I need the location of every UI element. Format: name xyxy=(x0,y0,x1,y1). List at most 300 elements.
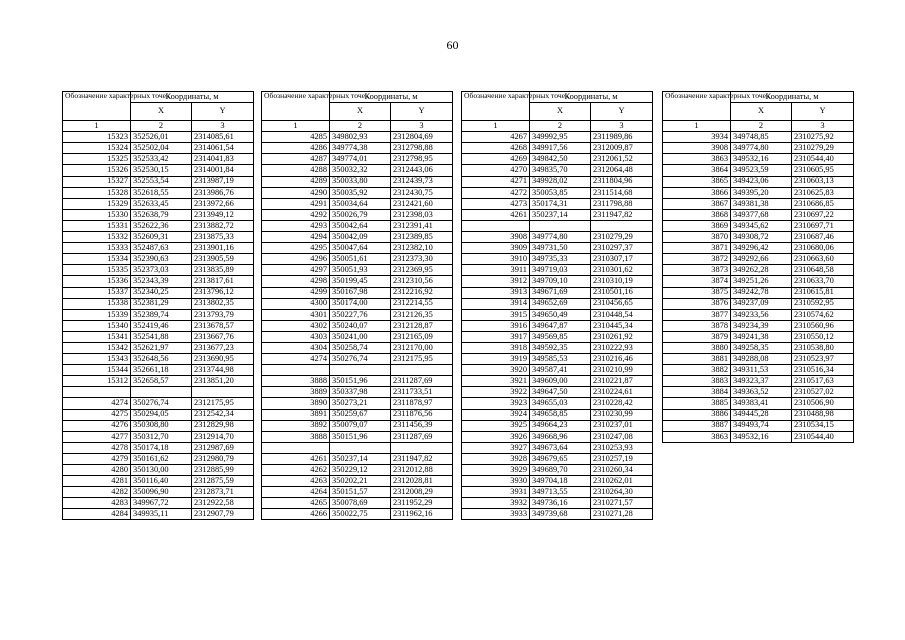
x-coordinate-cell: 352609,31 xyxy=(131,232,192,243)
table-row xyxy=(663,354,854,365)
point-id-cell: 3925 xyxy=(462,420,530,431)
table-row xyxy=(462,431,653,442)
point-id-cell: 3864 xyxy=(663,165,731,176)
table-row xyxy=(63,254,254,265)
y-coordinate-cell: 2312382,10 xyxy=(391,243,453,254)
x-coordinate-cell: 349523,59 xyxy=(731,165,792,176)
y-coordinate-cell: 2310501,16 xyxy=(591,287,653,298)
x-coordinate-cell: 352533,42 xyxy=(131,154,192,165)
x-coordinate-cell: 352553,54 xyxy=(131,176,192,187)
y-coordinate-cell: 2313802,35 xyxy=(192,298,254,309)
table-row xyxy=(462,409,653,420)
table-row xyxy=(462,265,653,276)
x-coordinate-cell: 349719,03 xyxy=(530,265,591,276)
table-row xyxy=(262,254,453,265)
table-row xyxy=(262,298,453,309)
point-id-cell: 15331 xyxy=(63,220,131,231)
x-coordinate-cell: 350034,64 xyxy=(330,198,391,209)
x-coordinate-cell: 349842,50 xyxy=(530,154,591,165)
table-row xyxy=(663,287,854,298)
point-id-cell: 3863 xyxy=(663,154,731,165)
point-id-cell: 15333 xyxy=(63,243,131,254)
point-id-cell: 4272 xyxy=(462,187,530,198)
table-row xyxy=(262,198,453,209)
table-row xyxy=(262,453,453,464)
y-coordinate-cell: 2313678,57 xyxy=(192,320,254,331)
x-coordinate-cell: 350237,14 xyxy=(330,453,391,464)
table-row xyxy=(262,331,453,342)
point-id-cell: 3876 xyxy=(663,298,731,309)
coordinates-table-4 xyxy=(662,91,854,443)
x-coordinate-cell: 352541,88 xyxy=(131,331,192,342)
x-coordinate-cell: 349748,85 xyxy=(731,132,792,143)
table-row xyxy=(262,287,453,298)
table-row xyxy=(663,187,854,198)
column-header-y: Y xyxy=(591,103,653,121)
table-row xyxy=(63,243,254,254)
y-coordinate-cell: 2310663,60 xyxy=(792,254,854,265)
point-id-cell: 3932 xyxy=(462,498,530,509)
y-coordinate-cell: 2312214,55 xyxy=(391,298,453,309)
point-id-cell: 3920 xyxy=(462,365,530,376)
point-id-cell xyxy=(462,220,530,231)
column-header-x: X xyxy=(330,103,391,121)
y-coordinate-cell: 2310625,83 xyxy=(792,187,854,198)
table-row xyxy=(462,387,653,398)
table-row xyxy=(262,487,453,498)
point-id-cell: 4293 xyxy=(262,220,330,231)
point-id-cell: 4301 xyxy=(262,309,330,320)
x-coordinate-cell: 352633,45 xyxy=(131,198,192,209)
point-id-cell: 4296 xyxy=(262,254,330,265)
point-id-cell: 4273 xyxy=(462,198,530,209)
y-coordinate-cell: 2311798,88 xyxy=(591,198,653,209)
x-coordinate-cell: 349774,80 xyxy=(731,143,792,154)
point-id-cell: 4267 xyxy=(462,132,530,143)
point-id-cell: 4285 xyxy=(262,132,330,143)
point-id-cell xyxy=(262,442,330,453)
y-coordinate-cell: 2312128,87 xyxy=(391,320,453,331)
point-id-cell: 3908 xyxy=(663,143,731,154)
table-row xyxy=(663,165,854,176)
y-coordinate-cell: 2312430,75 xyxy=(391,187,453,198)
table-row xyxy=(63,309,254,320)
x-coordinate-cell: 350258,74 xyxy=(330,342,391,353)
y-coordinate-cell: 2310516,34 xyxy=(792,365,854,376)
y-coordinate-cell: 2310592,95 xyxy=(792,298,854,309)
point-id-cell: 3924 xyxy=(462,409,530,420)
x-coordinate-cell: 349935,11 xyxy=(131,509,192,520)
point-id-cell: 15342 xyxy=(63,342,131,353)
point-id-cell: 15335 xyxy=(63,265,131,276)
y-coordinate-cell: 2310648,58 xyxy=(792,265,854,276)
x-coordinate-cell: 352343,39 xyxy=(131,276,192,287)
table-row xyxy=(462,287,653,298)
x-coordinate-cell: 349493,74 xyxy=(731,420,792,431)
point-id-cell: 4290 xyxy=(262,187,330,198)
table-row xyxy=(262,465,453,476)
y-coordinate-cell: 2312369,95 xyxy=(391,265,453,276)
point-id-cell: 15334 xyxy=(63,254,131,265)
x-coordinate-cell: 349532,16 xyxy=(731,154,792,165)
x-coordinate-cell: 349835,70 xyxy=(530,165,591,176)
point-id-cell: 3888 xyxy=(262,431,330,442)
point-id-cell: 4283 xyxy=(63,498,131,509)
table-row xyxy=(462,143,653,154)
point-id-cell: 15339 xyxy=(63,309,131,320)
x-coordinate-cell: 350130,00 xyxy=(131,465,192,476)
y-coordinate-cell: 2312008,29 xyxy=(391,487,453,498)
point-id-cell: 3868 xyxy=(663,209,731,220)
y-coordinate-cell: 2310615,81 xyxy=(792,287,854,298)
coordinates-table-3 xyxy=(461,91,653,520)
y-coordinate-cell: 2313744,98 xyxy=(192,365,254,376)
x-coordinate-cell: 350174,31 xyxy=(530,198,591,209)
point-id-cell: 3866 xyxy=(663,187,731,198)
x-coordinate-cell: 350151,96 xyxy=(330,431,391,442)
point-id-cell: 3912 xyxy=(462,276,530,287)
y-coordinate-cell: 2310697,22 xyxy=(792,209,854,220)
column-number-2: 2 xyxy=(330,121,391,132)
y-coordinate-cell: 2311287,69 xyxy=(391,376,453,387)
point-id-cell: 3871 xyxy=(663,243,731,254)
point-id-cell: 3918 xyxy=(462,342,530,353)
y-coordinate-cell: 2313667,76 xyxy=(192,331,254,342)
y-coordinate-cell: 2310307,17 xyxy=(591,254,653,265)
x-coordinate-cell: 349713,55 xyxy=(530,487,591,498)
x-coordinate-cell: 349647,87 xyxy=(530,320,591,331)
point-id-cell: 4297 xyxy=(262,265,330,276)
table-row xyxy=(262,265,453,276)
column-header-x: X xyxy=(131,103,192,121)
point-id-cell: 15325 xyxy=(63,154,131,165)
column-header-point: Обозначение характерных точек xyxy=(663,92,731,121)
x-coordinate-cell: 352487,63 xyxy=(131,243,192,254)
table-row xyxy=(63,387,254,398)
y-coordinate-cell: 2310221,87 xyxy=(591,376,653,387)
point-id-cell: 3913 xyxy=(462,287,530,298)
y-coordinate-cell: 2310560,96 xyxy=(792,320,854,331)
column-number-1: 1 xyxy=(262,121,330,132)
point-id-cell: 3877 xyxy=(663,309,731,320)
y-coordinate-cell: 2310271,57 xyxy=(591,498,653,509)
table-row xyxy=(462,509,653,520)
column-header-point: Обозначение характерных точек xyxy=(63,92,131,121)
point-id-cell: 4295 xyxy=(262,243,330,254)
y-coordinate-cell: 2312009,87 xyxy=(591,143,653,154)
point-id-cell: 4286 xyxy=(262,143,330,154)
x-coordinate-cell: 350033,80 xyxy=(330,176,391,187)
x-coordinate-cell: 352530,15 xyxy=(131,165,192,176)
table-row xyxy=(63,276,254,287)
y-coordinate-cell: 2310445,34 xyxy=(591,320,653,331)
table-row xyxy=(462,232,653,243)
point-id-cell: 3884 xyxy=(663,387,731,398)
x-coordinate-cell: 350032,32 xyxy=(330,165,391,176)
table-row xyxy=(63,365,254,376)
point-id-cell: 3931 xyxy=(462,487,530,498)
table-row xyxy=(63,420,254,431)
table-row xyxy=(663,409,854,420)
table-row xyxy=(262,320,453,331)
table-row xyxy=(663,398,854,409)
point-id-cell: 4282 xyxy=(63,487,131,498)
point-id-cell: 3886 xyxy=(663,409,731,420)
table-row xyxy=(462,331,653,342)
point-id-cell: 4291 xyxy=(262,198,330,209)
x-coordinate-cell: 349774,38 xyxy=(330,143,391,154)
x-coordinate-cell: 349296,42 xyxy=(731,243,792,254)
point-id-cell: 4277 xyxy=(63,431,131,442)
x-coordinate-cell: 352381,29 xyxy=(131,298,192,309)
column-header-y: Y xyxy=(391,103,453,121)
y-coordinate-cell: 2312873,71 xyxy=(192,487,254,498)
y-coordinate-cell: 2312914,70 xyxy=(192,431,254,442)
y-coordinate-cell: 2313986,76 xyxy=(192,187,254,198)
y-coordinate-cell xyxy=(591,220,653,231)
table-row xyxy=(63,342,254,353)
x-coordinate-cell: 350078,69 xyxy=(330,498,391,509)
x-coordinate-cell: 349262,28 xyxy=(731,265,792,276)
table-row xyxy=(262,476,453,487)
x-coordinate-cell xyxy=(330,442,391,453)
table-row xyxy=(262,187,453,198)
table-row xyxy=(262,409,453,420)
table-row xyxy=(462,465,653,476)
x-coordinate-cell: 349251,26 xyxy=(731,276,792,287)
point-id-cell: 15337 xyxy=(63,287,131,298)
y-coordinate-cell: 2313901,16 xyxy=(192,243,254,254)
x-coordinate-cell: 350042,64 xyxy=(330,220,391,231)
point-id-cell: 4274 xyxy=(63,398,131,409)
point-id-cell: 4264 xyxy=(262,487,330,498)
table-row xyxy=(63,265,254,276)
point-id-cell: 3928 xyxy=(462,453,530,464)
y-coordinate-cell: 2310257,19 xyxy=(591,453,653,464)
table-row xyxy=(462,165,653,176)
table-row xyxy=(663,431,854,442)
point-id-cell: 3934 xyxy=(663,132,731,143)
point-id-cell: 3878 xyxy=(663,320,731,331)
y-coordinate-cell: 2312804,69 xyxy=(391,132,453,143)
table-row xyxy=(63,331,254,342)
point-id-cell: 3867 xyxy=(663,198,731,209)
y-coordinate-cell: 2312061,52 xyxy=(591,154,653,165)
x-coordinate-cell: 350202,21 xyxy=(330,476,391,487)
x-coordinate-cell: 350259,67 xyxy=(330,409,391,420)
point-id-cell: 4303 xyxy=(262,331,330,342)
point-id-cell: 4263 xyxy=(262,476,330,487)
y-coordinate-cell: 2310686,85 xyxy=(792,198,854,209)
x-coordinate-cell: 350308,80 xyxy=(131,420,192,431)
table-row xyxy=(262,387,453,398)
y-coordinate-cell: 2311962,16 xyxy=(391,509,453,520)
table-row xyxy=(63,232,254,243)
point-id-cell: 15336 xyxy=(63,276,131,287)
x-coordinate-cell: 350167,98 xyxy=(330,287,391,298)
table-row xyxy=(63,453,254,464)
table-row xyxy=(63,509,254,520)
y-coordinate-cell: 2313793,79 xyxy=(192,309,254,320)
x-coordinate-cell: 349592,35 xyxy=(530,342,591,353)
x-coordinate-cell: 350096,90 xyxy=(131,487,192,498)
point-id-cell: 4288 xyxy=(262,165,330,176)
table-row xyxy=(262,154,453,165)
x-coordinate-cell xyxy=(131,387,192,398)
y-coordinate-cell: 2310534,15 xyxy=(792,420,854,431)
column-header-coordinates: Координаты, м xyxy=(330,92,453,103)
x-coordinate-cell: 352661,18 xyxy=(131,365,192,376)
point-id-cell: 4280 xyxy=(63,465,131,476)
table-row xyxy=(462,298,653,309)
y-coordinate-cell: 2311947,82 xyxy=(591,209,653,220)
x-coordinate-cell: 352419,46 xyxy=(131,320,192,331)
table-row xyxy=(63,376,254,387)
table-row xyxy=(663,298,854,309)
y-coordinate-cell: 2314085,61 xyxy=(192,132,254,143)
table-row xyxy=(663,132,854,143)
table-row xyxy=(63,320,254,331)
point-id-cell: 4302 xyxy=(262,320,330,331)
y-coordinate-cell: 2312421,60 xyxy=(391,198,453,209)
point-id-cell: 15343 xyxy=(63,354,131,365)
x-coordinate-cell: 349658,85 xyxy=(530,409,591,420)
table-row xyxy=(262,165,453,176)
y-coordinate-cell: 2311989,86 xyxy=(591,132,653,143)
x-coordinate-cell: 349917,56 xyxy=(530,143,591,154)
y-coordinate-cell xyxy=(192,387,254,398)
y-coordinate-cell: 2310297,37 xyxy=(591,243,653,254)
x-coordinate-cell: 349569,85 xyxy=(530,331,591,342)
y-coordinate-cell xyxy=(391,442,453,453)
point-id-cell: 3933 xyxy=(462,509,530,520)
y-coordinate-cell: 2310261,92 xyxy=(591,331,653,342)
x-coordinate-cell: 349587,41 xyxy=(530,365,591,376)
point-id-cell: 3869 xyxy=(663,220,731,231)
point-id-cell: 4270 xyxy=(462,165,530,176)
table-row xyxy=(663,320,854,331)
point-id-cell: 15312 xyxy=(63,376,131,387)
column-number-2: 2 xyxy=(131,121,192,132)
table-row xyxy=(663,243,854,254)
x-coordinate-cell: 350051,61 xyxy=(330,254,391,265)
table-row xyxy=(462,320,653,331)
coordinates-table-2 xyxy=(261,91,453,520)
table-row xyxy=(63,220,254,231)
y-coordinate-cell: 2310517,63 xyxy=(792,376,854,387)
point-id-cell: 3881 xyxy=(663,354,731,365)
table-row xyxy=(262,431,453,442)
column-number-3: 3 xyxy=(192,121,254,132)
y-coordinate-cell: 2311947,82 xyxy=(391,453,453,464)
table-row xyxy=(63,487,254,498)
column-header-coordinates: Координаты, м xyxy=(731,92,854,103)
table-row xyxy=(663,342,854,353)
point-id-cell: 15323 xyxy=(63,132,131,143)
x-coordinate-cell: 349992,95 xyxy=(530,132,591,143)
y-coordinate-cell: 2312165,09 xyxy=(391,331,453,342)
y-coordinate-cell: 2310228,42 xyxy=(591,398,653,409)
x-coordinate-cell: 350116,40 xyxy=(131,476,192,487)
table-row xyxy=(63,498,254,509)
table-row xyxy=(663,276,854,287)
point-id-cell: 4292 xyxy=(262,209,330,220)
y-coordinate-cell: 2312012,88 xyxy=(391,465,453,476)
point-id-cell: 15327 xyxy=(63,176,131,187)
point-id-cell: 3863 xyxy=(663,431,731,442)
x-coordinate-cell: 350294,05 xyxy=(131,409,192,420)
y-coordinate-cell: 2312175,95 xyxy=(192,398,254,409)
y-coordinate-cell: 2312443,06 xyxy=(391,165,453,176)
x-coordinate-cell: 349967,72 xyxy=(131,498,192,509)
point-id-cell: 4268 xyxy=(462,143,530,154)
table-row xyxy=(462,365,653,376)
table-row xyxy=(63,154,254,165)
point-id-cell: 4269 xyxy=(462,154,530,165)
table-row xyxy=(462,498,653,509)
x-coordinate-cell: 349445,28 xyxy=(731,409,792,420)
table-row xyxy=(663,143,854,154)
y-coordinate-cell: 2310488,98 xyxy=(792,409,854,420)
table-row xyxy=(663,154,854,165)
column-header-coordinates: Координаты, м xyxy=(131,92,254,103)
column-number-2: 2 xyxy=(731,121,792,132)
x-coordinate-cell: 349928,02 xyxy=(530,176,591,187)
point-id-cell: 3909 xyxy=(462,243,530,254)
x-coordinate-cell: 352621,97 xyxy=(131,342,192,353)
table-row xyxy=(63,398,254,409)
x-coordinate-cell: 350035,92 xyxy=(330,187,391,198)
point-id-cell: 15326 xyxy=(63,165,131,176)
y-coordinate-cell: 2312175,95 xyxy=(391,354,453,365)
y-coordinate-cell: 2311952,29 xyxy=(391,498,453,509)
table-row xyxy=(663,387,854,398)
table-row xyxy=(63,176,254,187)
y-coordinate-cell: 2313835,89 xyxy=(192,265,254,276)
x-coordinate-cell: 349233,56 xyxy=(731,309,792,320)
y-coordinate-cell: 2310279,29 xyxy=(591,232,653,243)
x-coordinate-cell: 349383,41 xyxy=(731,398,792,409)
y-coordinate-cell: 2312391,41 xyxy=(391,220,453,231)
x-coordinate-cell: 349377,68 xyxy=(731,209,792,220)
y-coordinate-cell: 2310574,62 xyxy=(792,309,854,320)
point-id-cell: 4276 xyxy=(63,420,131,431)
y-coordinate-cell: 2312798,95 xyxy=(391,154,453,165)
table-row xyxy=(462,442,653,453)
y-coordinate-cell: 2311804,96 xyxy=(591,176,653,187)
y-coordinate-cell xyxy=(391,365,453,376)
y-coordinate-cell: 2310222,93 xyxy=(591,342,653,353)
table-row xyxy=(663,309,854,320)
y-coordinate-cell: 2310456,65 xyxy=(591,298,653,309)
point-id-cell: 3929 xyxy=(462,465,530,476)
table-row xyxy=(462,209,653,220)
point-id-cell: 3923 xyxy=(462,398,530,409)
x-coordinate-cell: 349323,37 xyxy=(731,376,792,387)
y-coordinate-cell: 2312885,99 xyxy=(192,465,254,476)
y-coordinate-cell: 2312907,79 xyxy=(192,509,254,520)
x-coordinate-cell: 350042,09 xyxy=(330,232,391,243)
y-coordinate-cell: 2312439,73 xyxy=(391,176,453,187)
y-coordinate-cell: 2310301,62 xyxy=(591,265,653,276)
y-coordinate-cell: 2310230,99 xyxy=(591,409,653,420)
table-row xyxy=(63,209,254,220)
table-row xyxy=(663,176,854,187)
point-id-cell: 4275 xyxy=(63,409,131,420)
y-coordinate-cell: 2312542,34 xyxy=(192,409,254,420)
table-row xyxy=(63,409,254,420)
y-coordinate-cell: 2313882,72 xyxy=(192,220,254,231)
